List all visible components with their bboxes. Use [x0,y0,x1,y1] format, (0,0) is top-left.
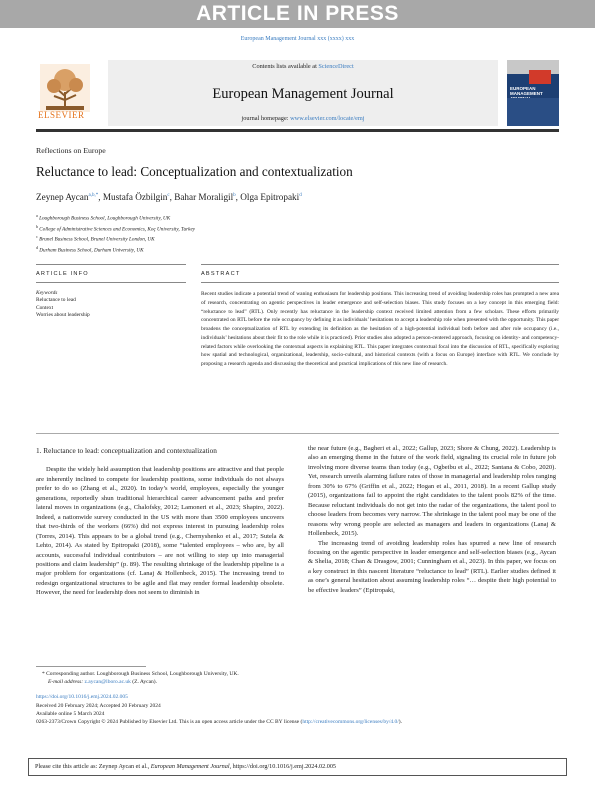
citation-box [28,758,567,776]
citation-doi[interactable]: , https://doi.org/10.1016/j.emj.2024.02.005 [229,763,337,770]
body-paragraph: the near future (e.g., Bagheri et al., 2022; Gallup, 2023; Shore & Chung, 2022). Leadership is also an emerging theme in the future of the work field, signaling its crucial role in future job involving more diverse teams than today (e.g., Ogbeibu et al., 2022; Santana & Cobo, 2020). Yet, research unveils alarming failure rates of those in managerial and leadership roles ranging from 30% to 67% (Griffin et al., 2022; Hogan et al., 2011, 2018). In a recent Gallup study (2015), organizations fail to appoint the right candidates to the talent pools 82% of the time. Because reluctant individuals do not get into the radar of the organizations, the talent pool to choose leaders from becomes very narrow. The shrinkage in the talent pool may be one of the reasons why wrong people are selected as managers and leaders in organizations (Lanaj & Hollenbeck, 2015). [308,445,556,538]
journal-homepage [108,115,498,122]
article-info-rule-bottom [36,282,186,283]
cover-title: EUROPEAN MANAGEMENT [510,86,543,96]
affiliation-item [36,244,195,255]
author-name[interactable]: Bahar Moraligil [174,192,234,202]
article-info-heading: ARTICLE INFO [36,271,89,277]
copyright-line [36,718,559,726]
body-paragraph: Despite the widely held assumption that leadership positions are attractive and that people are inherently inclined to compete for leadership positions, some individuals do not always prefer to do so (Zhang et al., 2020). In today’s world, employees, especially the younger generations, reportedly shun traditional hierarchical career advancement paths and prefer lateral moves in organizations (e.g., Chalofsky, 2012; Lamoneri et al., 2023; Shapiro, 2022). Indeed, a nationwide survey conducted in the US with more than 3500 employees uncovers that two-thirds of the workers (66%) did not express interest in pursuing leadership roles (Torres, 2014). This appears to be a global trend (e.g., Chernyshenko et al., 2017; Sutela & Lehto, 2014). As stated by Epitropaki (2018), some “talented employees – who are, by all accounts, successful individual contributors – are not willing to step up into managerial positions and claim leadership” (p. 89). The resulting shrinkage of the leadership pipeline is a major problem for organizations (cf. Lanaj & Hollenbeck, 2015). The increasing trend to redesign organizational structures to be agile and flat may render formal leadership obsolete. However, the need for leadership does not seem to diminish in [36,466,284,597]
journal-title: European Management Journal [212,86,394,102]
journal-reference[interactable]: European Management Journal xxx (xxxx) xxx [240,36,355,42]
homepage-prefix: journal homepage: [241,115,291,122]
keywords-label: Keywords [36,290,58,296]
affil-text: Durham Business School, Durham University, UK [39,247,144,254]
author-affil-sup[interactable]: d [299,192,302,198]
abstract-heading: ABSTRACT [201,271,241,277]
elsevier-wordmark: ELSEVIER [38,110,85,120]
received-dates: Received 20 February 2024; Accepted 20 February 2024 [36,702,161,709]
author-name[interactable]: Mustafa Özbilgin [102,192,168,202]
section-label: Reflections on Europe [36,146,106,155]
license-link[interactable]: http://creativecommons.org/licenses/by/4.0/ [302,719,399,726]
copyright-suffix: ). [398,719,402,726]
homepage-link[interactable]: www.elsevier.com/locate/emj [290,115,365,122]
citation-journal: European Management Journal [150,763,230,770]
author-affil-sup[interactable]: a,b,* [88,192,99,198]
masthead [108,60,498,126]
affil-sup: d [36,245,38,251]
available-online: Available online 5 March 2024 [36,710,105,717]
article-title: Reluctance to lead: Conceptualization and contextualization [36,164,353,179]
citation-prefix: Please cite this article as: Zeynep Aycan et al., [35,763,151,770]
article-info-rule-top [36,264,186,265]
affil-sup: b [36,223,38,229]
keywords-block [36,290,90,319]
author-name[interactable]: Olga Epitropaki [240,192,300,202]
section-heading: 1. Reluctance to lead: conceptualization and contextualization [36,446,217,455]
sciencedirect-link[interactable]: ScienceDirect [318,63,354,70]
footnote-rule [36,666,146,667]
affiliation-item [36,233,195,244]
body-paragraph: The increasing trend of avoiding leadership roles has spurred a new line of research focusing on the agentic perspective in leader emergence and self-selection biases (e.g., Aycan & Shelia, 2018; Chan & Drasgow, 2001; Cunningham et al., 2023). In this paper, we focus on a key construct in this nascent literature “reluctance to lead” (RTL). Earlier studies defined it as one’s general hesitation about assuming leadership roles “… despite their high potential to be effective leaders” (Epitropaki, [308,539,556,594]
author-affil-sup[interactable]: b [233,192,236,198]
email-suffix: (Z. Aycan). [132,679,157,686]
abstract-rule-bottom [201,282,559,283]
affil-text: Brunel Business School, Brunel University London, UK [39,237,155,244]
journal-header [36,56,559,132]
affil-text: Loughborough Business School, Loughborough University, UK [39,215,171,222]
abstract-rule-top [201,264,559,265]
email-link[interactable]: z.aycan@lboro.ac.uk [84,679,131,686]
keyword: Context [36,304,54,311]
author-name[interactable]: Zeynep Aycan [36,192,89,202]
affiliation-item [36,212,195,223]
abstract-end-rule [36,433,559,434]
journal-cover-thumbnail[interactable] [507,60,559,126]
cover-emj-badge [529,70,551,84]
footnotes [36,670,559,726]
author-affil-sup[interactable]: c [167,192,170,198]
affil-sup: a [36,213,38,218]
affiliation-item [36,223,195,234]
body-column-right [308,444,556,595]
email-line [36,678,559,686]
keyword: Worries about leadership [36,311,90,318]
cover-bottom-band [507,98,559,126]
email-label: E-mail address: [48,679,84,686]
copyright-text: 0263-2373/Crown Copyright © 2024 Published by Elsevier Ltd. This is an open access article under the CC BY license ( [36,719,303,726]
affil-sup: c [36,234,38,240]
keyword: Reluctance to lead [36,297,76,304]
affiliations [36,212,195,255]
corresponding-author-note: * Corresponding author. Loughborough Business School, Loughborough University, UK. [42,671,239,677]
contents-prefix: Contents lists available at [252,63,319,70]
affil-text: College of Administrative Sciences and Economics, Koç University, Turkey [39,226,196,233]
article-in-press-banner: ARTICLE IN PRESS [0,0,595,28]
body-column-left [36,446,284,598]
doi-link[interactable]: https://doi.org/10.1016/j.emj.2024.02.005 [36,694,128,701]
author-list: Zeynep Aycan$^{a,b,*}$, Mustafa Özbilgin$^c$, Bahar Moraligil$^b$, Olga Epitropaki$^d$ [36,192,302,202]
abstract-text: Recent studies indicate a potential trend of waning enthusiasm for leadership positions. This increasing trend of avoiding leadership roles has prompted a new area of research, concentrating on agentic perspectives in leader emergence and self-selection biases. This study focuses on a key concept in this emerging field: “reluctance to lead” (RTL). Only recently has reluctance in the leadership context received limited attention from a few scholars. These efforts primarily concentrated on RTL before the role occupancy by defining it as individuals’ hesitations to accept a leadership role when presented with the opportunity. This paper broadens the conceptualization of RTL by extending its definition as the hesitation of a high-potential individual both before and after role occupancy (i.e., individuals’ hesitations about their fit to the role while it is practiced). Prior studies also adopted a person-centered approach, focusing on identity- and competency-related factors while overlooking the contextual aspects in explaining RTL. This paper integrates contextual focal into the discussion of RTL, specifically exploring how spatial and technological, organizational, leadership, socio-cultural, and historical contexts (with a focus on Europe) interface with RTL. We conclude by proposing a research agenda and discussing the theoretical and practical implications of this new line of research. [201,291,559,367]
contents-line [108,63,498,70]
